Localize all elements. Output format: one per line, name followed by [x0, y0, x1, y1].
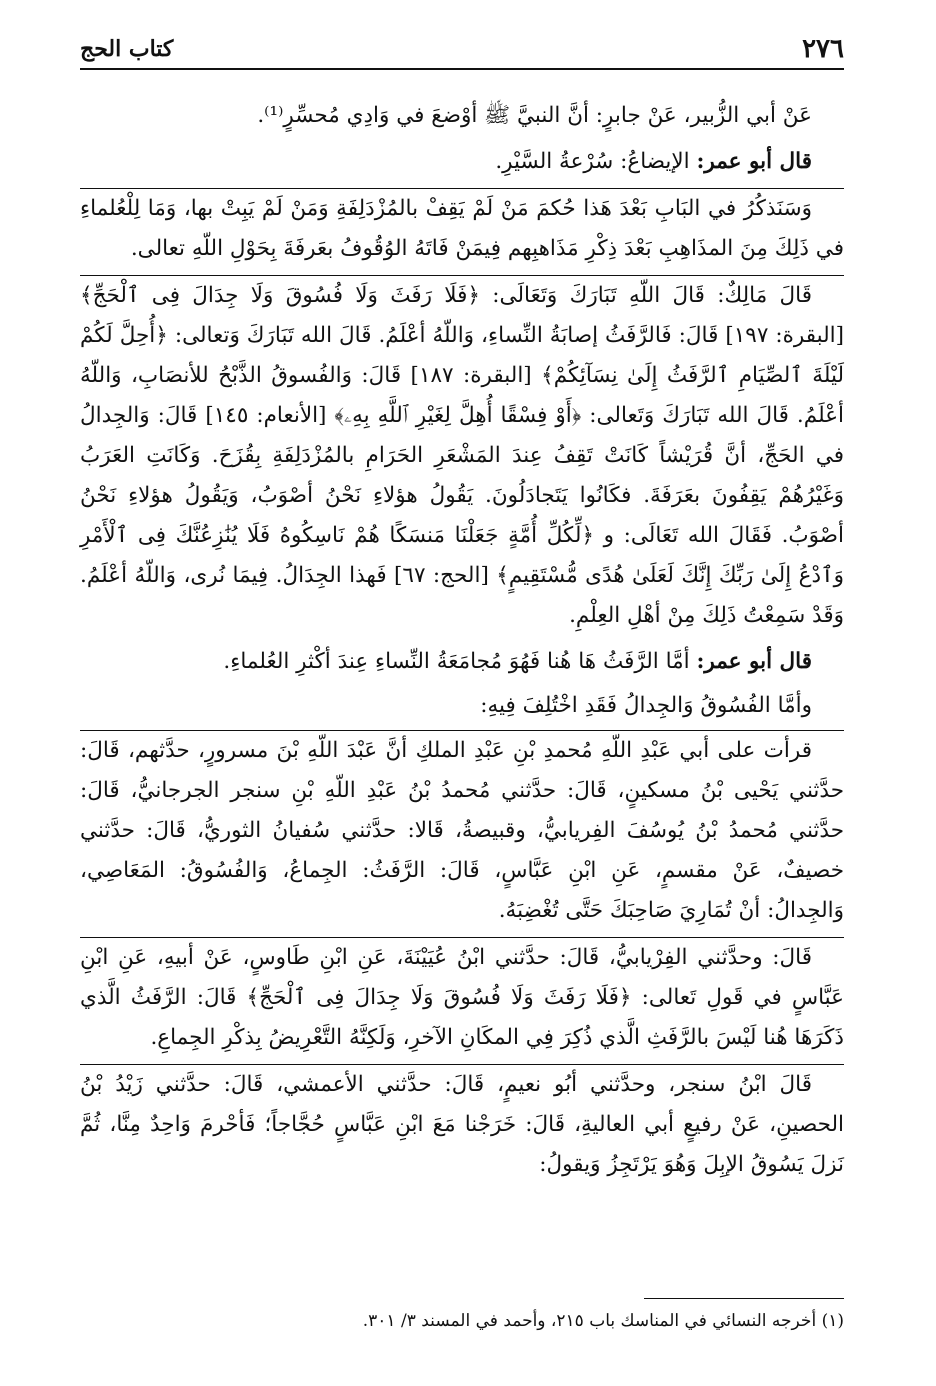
page-header	[80, 28, 844, 70]
speaker-label: قال أبو عمر:	[696, 649, 812, 674]
paragraph-7: قرأت على أبي عَبْدِ اللّهِ مُحمدِ بْنِ عَبْدِ الملكِ أنَّ عَبْدَ اللّهِ بْنَ مسرورٍ، حدَّثهم، قَالَ: حدَّثني يَحْيى بْنُ مسكينٍ، قَالَ: حدَّثني مُحمدُ بْنُ عَبْدِ اللّهِ بْنِ سنجر الجرجانيُّ، قَالَ: حدَّثني مُحمدُ بْنُ يُوسُفَ الفِريابيُّ، وقبيصةُ، قَالا: حدَّثني سُفيانُ الثوريُّ، قَالَ: حدَّثني خصيفٌ، عَنْ مقسمٍ، عَنِ ابْنِ عَبَّاسٍ، قَالَ: الرَّفَثُ: الجِماعُ، وَالفُسُوقُ: المَعَاصِي، وَالجِدالُ: أنْ تُمَارِيَ صَاحِبَكَ حَتَّى تُغْضِبَهُ.	[80, 738, 844, 923]
paragraph-6: وأمَّا الفُسُوقُ وَالجِدالُ فَقَدِ اخْتُلِفَ فِيهِ:	[480, 693, 812, 718]
paragraph-1: عَنْ أبي الزُّبير، عَنْ جابرٍ: أنَّ النبيَّ ﷺ أوْضعَ في وَادِي مُحسِّرٍ⁽¹⁾.	[257, 103, 812, 128]
paragraph-3: وَسَنَذكُرُ في البَابِ بَعْدَ هَذا حُكمَ مَنْ لَمْ يَقِفْ بالمُزْدَلِفَةِ وَمَنْ لَمْ يَبِتْ بها، وَمَا لِلْعُلماءِ في ذَلِكَ مِنَ المذَاهِبِ بَعْدَ ذِكْرِ مَذَاهبِهم فِيمَنْ فَاتَهُ الوُقُوفُ بعَرفَةَ بِحَوْلِ اللّهِ تعالى.	[80, 196, 844, 261]
paragraph-5: قال أبو عمر: أمَّا الرَّفَثُ هَا هُنا فَهُوَ مُجامَعَةُ النِّساءِ عِندَ أكْثرِ العُلماءِ.	[223, 649, 812, 674]
speaker-label: قال أبو عمر:	[696, 149, 812, 174]
footnote: (١) أخرجه النسائي في المناسك باب ٢١٥، وأحمد في المسند ٣/ ٣٠١.	[362, 1311, 844, 1331]
paragraph-2: قال أبو عمر: الإيضاعُ: سُرْعةُ السَّيْرِ.	[495, 149, 812, 174]
page-number: ٢٧٦	[802, 34, 844, 64]
paragraph-9: قَالَ ابْنُ سنجر، وحدَّثني أبُو نعيمٍ، قَالَ: حدَّثني الأعمشي، قَالَ: حدَّثني زَيْدُ بْنُ الحصينِ، عَنْ رفيعٍ أبي العاليةِ، قَالَ: خَرَجْنا مَعَ ابْنِ عَبَّاسٍ حُجَّاجاً؛ فَأحْرمَ وَاحِدٌ مِنَّا، ثُمَّ نَزلَ يَسُوقُ الإبِلَ وَهُوَ يَرْتَجِزُ وَيقولُ:	[80, 1072, 844, 1177]
main-text	[80, 96, 844, 1191]
paragraph-4: قَالَ مَالِكٌ: قَالَ اللّهِ تَبَارَكَ وَتَعَالَى: ﴿فَلَا رَفَثَ وَلَا فُسُوقَ وَلَا جِدَالَ فِى ٱلْحَجِّ﴾ [البقرة: ١٩٧] قَالَ: فَالرَّفَثُ إصابَةُ النِّساءِ، وَاللّهُ أعْلَمُ. قَالَ الله تَبَارَكَ وَتعالى: ﴿أُحِلَّ لَكُمْ لَيْلَةَ ٱلصِّيَامِ ٱلرَّفَثُ إِلَىٰ نِسَآئِكُمْ﴾ [البقرة: ١٨٧] قَالَ: وَالفُسوقُ الذَّبْحُ للأنصَابِ، وَاللّهُ أعْلَمُ. قَالَ الله تَبَارَكَ وَتَعالى: ﴿أَوْ فِسْقًا أُهِلَّ لِغَيْرِ ٱللَّهِ بِهِۦ﴾ [الأنعام: ١٤٥] قَالَ: وَالجِدالُ في الحَجِّ، أنَّ قُرَيْشاً كَانَتْ تَقِفُ عِندَ المَشْعَرِ الحَرَامِ بالمُزْدَلِفَةِ بِقُزَحَ. وَكَانَتِ العَرَبُ وَغَيْرُهُمْ يَقِفُونَ بعَرَفَةَ. فكَانُوا يَتَجادَلُونَ. يَقُولُ هؤلاءِ نَحْنُ أصْوَبُ، وَيَقُولُ هؤلاءِ نَحْنُ أصْوَبُ. فَقَالَ الله تَعَالَى: و ﴿لِّكُلِّ أُمَّةٍ جَعَلْنَا مَنسَكًا هُمْ نَاسِكُوهُ فَلَا يُنَٰزِعُنَّكَ فِى ٱلْأَمْرِ وَٱدْعُ إِلَىٰ رَبِّكَ إِنَّكَ لَعَلَىٰ هُدًى مُّسْتَقِيمٍ﴾ [الحج: ٦٧] فَهذا الجِدَالُ. فِيمَا نُرى، وَاللّهُ أعْلَمُ. وَقَدْ سَمِعْتُ ذَلِكَ مِنْ أهْلِ العِلْمِ.	[80, 283, 844, 628]
book-title: كتاب الحج	[80, 36, 174, 62]
paragraph-8: قَالَ: وحدَّثني الفِرْيابيُّ، قَالَ: حدَّثني ابْنُ عُيَيْنَةَ، عَنِ ابْنِ طَاوسٍ، عَنْ أبيهِ، عَنِ ابْنِ عَبَّاسٍ في قَولِ تَعالى: ﴿فَلَا رَفَثَ وَلَا فُسُوقَ وَلَا جِدَالَ فِى ٱلْحَجِّ﴾ قَالَ: الرَّفَثُ الَّذي ذَكَرَهَا هُنا لَيْسَ بالرَّفَثِ الَّذي ذُكِرَ فِي المكَانِ الآخرِ، وَلَكِنَّهُ التَّعْرِيضُ بِذكْرِ الجِماعِ.	[80, 945, 844, 1050]
footnote-divider	[644, 1298, 844, 1299]
